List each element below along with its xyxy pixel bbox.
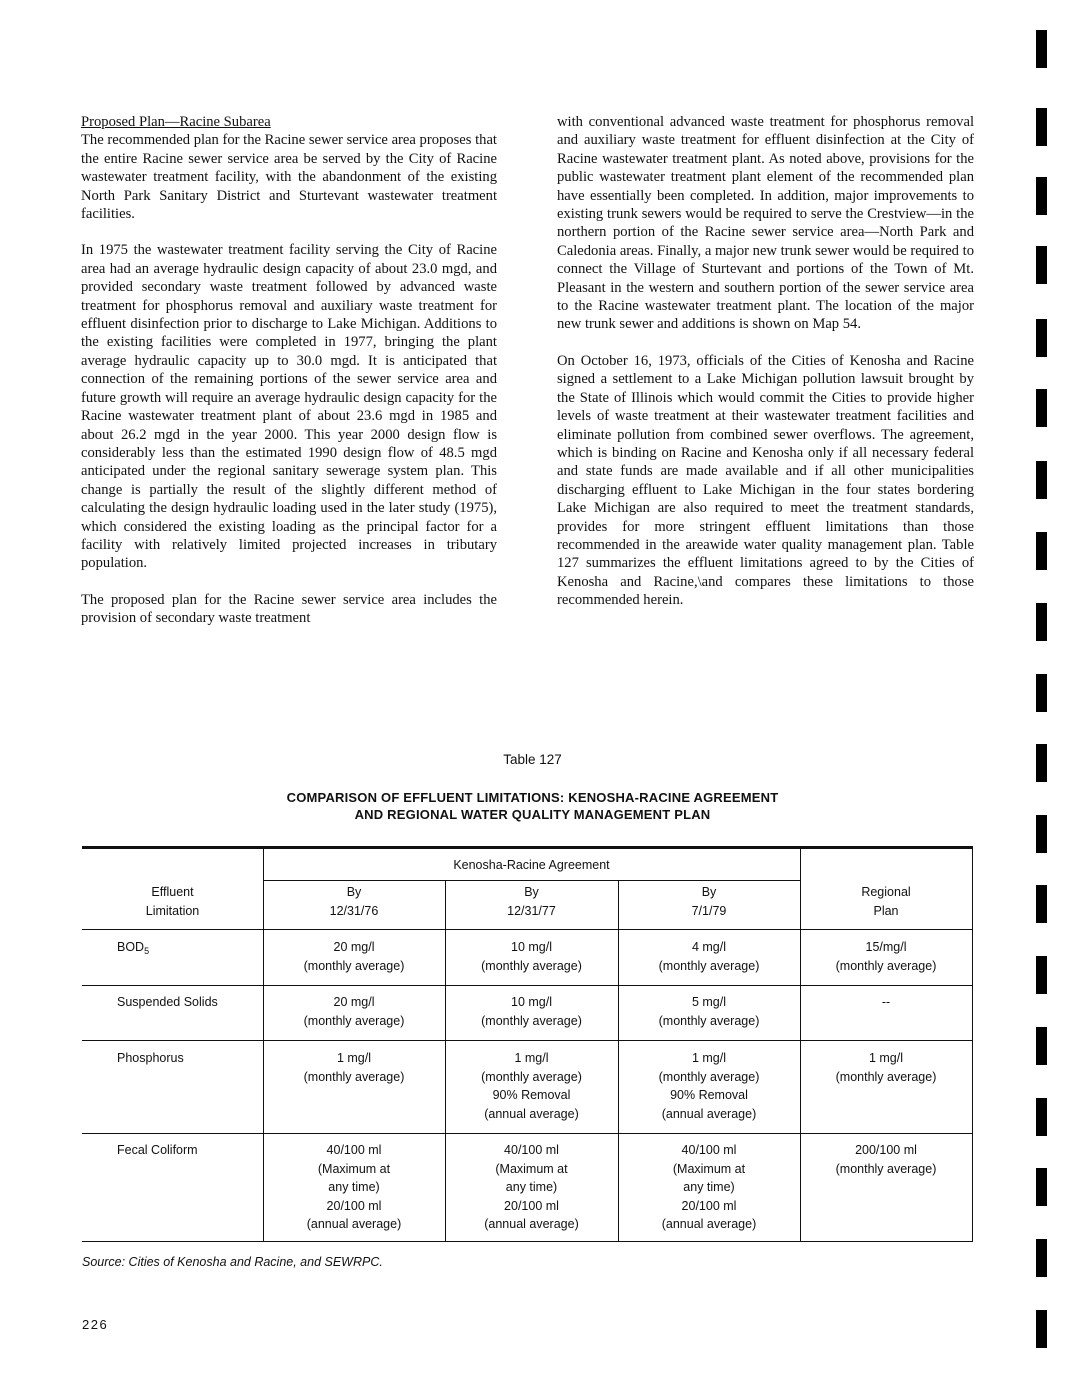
table-row-rule	[82, 1040, 973, 1041]
effluent-limitations-table	[82, 846, 973, 1242]
column-header: By 12/31/77	[507, 885, 556, 918]
body-paragraph: In 1975 the wastewater treatment facility serving the City of Racine area had an average hydraulic design capacity of about 23.0 mgd, and provided secondary waste treatment followed by advanced waste treatment for phosphorus removal and auxiliary waste treatment for effluent disinfection prior to discharge to Lake Michigan. Additions to the existing facilities were completed in 1977, bringing the plant average hydraulic capacity up to 30.0 mgd. It is anticipated that connection of the remaining portions of the sewer service area and future growth will require an average hydraulic design capacity for the Racine wastewater treatment plant of about 23.6 mgd in 1985 and about 26.2 mgd in the year 2000. This year 2000 design flow is considerably less than the estimated 1990 design flow of 48.5 mgd anticipated under the regional sanitary sewerage system plan. This change is partially the result of the slightly different method of calculating the design hydraulic loading used in the later study (1975), which considered the existing loading as the principal factor for a facility with relatively limited projected increases in tributary population.	[81, 242, 497, 572]
body-paragraph: with conventional advanced waste treatment for phosphorus removal and auxiliary waste treatment for effluent disinfection at the City of Racine wastewater treatment plant. As noted above, provisions for the public wastewater treatment plant element of the recommended plan have essentially been completed. In addition, major improvements to existing trunk sewers would be required to serve the Crestview—in the northern portion of the Racine sewer service area—North Park and Caledonia areas. Finally, a major new trunk sewer would be required to connect the Village of Sturtevant and portions of the Town of Mt. Pleasant in the western and southern portion of the sewer service area to the Racine wastewater treatment plant. The location of the major new trunk sewer and additions is shown on Map 54.	[557, 114, 974, 333]
table-cell: 20 mg/l (monthly average)	[303, 940, 405, 973]
registration-mark	[1036, 1310, 1047, 1348]
section-subheading: Proposed Plan—Racine Subarea	[81, 114, 271, 130]
table-cell: 1 mg/l (monthly average)	[303, 1051, 405, 1084]
table-cell: 15/mg/l (monthly average)	[835, 940, 937, 973]
row-label-subscript: 5	[144, 946, 150, 956]
registration-mark	[1036, 108, 1047, 146]
column-header: Effluent Limitation	[145, 885, 200, 918]
registration-mark	[1036, 956, 1047, 994]
table-cell: 40/100 ml (Maximum at any time) 20/100 ml (annual average)	[484, 1143, 579, 1231]
table-cell: --	[881, 995, 891, 1009]
row-label: Fecal Coliform	[117, 1143, 198, 1157]
row-label	[117, 938, 263, 961]
registration-mark	[1036, 1239, 1047, 1277]
table-cell: 20 mg/l (monthly average)	[303, 995, 405, 1028]
body-paragraph: The proposed plan for the Racine sewer service area includes the provision of secondary waste treatment	[81, 591, 497, 627]
row-label-text: BOD	[117, 940, 145, 954]
table-cell: 1 mg/l (monthly average) 90% Removal (annual average)	[481, 1051, 582, 1121]
registration-mark	[1036, 319, 1047, 357]
table-caption	[0, 789, 1065, 823]
table-cell: 40/100 ml (Maximum at any time) 20/100 ml (annual average)	[661, 1143, 757, 1231]
registration-mark	[1036, 532, 1047, 570]
table-cell: 200/100 ml (monthly average)	[835, 1143, 937, 1176]
table-source-note: Source: Cities of Kenosha and Racine, and SEWRPC.	[82, 1255, 383, 1269]
registration-mark	[1036, 674, 1047, 712]
column-header: Regional Plan	[861, 885, 911, 918]
left-text-column	[81, 113, 497, 646]
table-header-rule	[82, 929, 973, 930]
registration-mark	[1036, 1098, 1047, 1136]
registration-mark	[1036, 461, 1047, 499]
table-top-rule	[82, 846, 973, 849]
registration-mark	[1036, 744, 1047, 782]
registration-mark	[1036, 389, 1047, 427]
table-cell: 1 mg/l (monthly average)	[835, 1051, 937, 1084]
registration-mark	[1036, 885, 1047, 923]
registration-mark	[1036, 1027, 1047, 1065]
table-cell: 10 mg/l (monthly average)	[481, 940, 582, 973]
row-label: Phosphorus	[117, 1051, 184, 1065]
registration-mark	[1036, 603, 1047, 641]
registration-mark	[1036, 30, 1047, 68]
table-number: Table 127	[503, 752, 562, 767]
row-label: Suspended Solids	[117, 995, 218, 1009]
column-header: By 12/31/76	[329, 885, 379, 918]
table-row-rule	[82, 1133, 973, 1134]
page-number: 226	[82, 1317, 109, 1332]
table-caption-line: COMPARISON OF EFFLUENT LIMITATIONS: KENOSHA-RACINE AGREEMENT	[286, 790, 779, 805]
table-cell: 4 mg/l (monthly average)	[658, 940, 760, 973]
registration-mark	[1036, 1168, 1047, 1206]
body-paragraph: The recommended plan for the Racine sewer service area proposes that the entire Racine sewer service area be served by the City of Racine wastewater treatment facility, with the abandonment of the existing North Park Sanitary District and Sturtevant wastewater treatment facilities.	[81, 132, 497, 223]
table-group-header: Kenosha-Racine Agreement	[453, 858, 610, 872]
registration-mark	[1036, 177, 1047, 215]
table-group-rule	[263, 880, 800, 881]
table-caption-line: AND REGIONAL WATER QUALITY MANAGEMENT PLAN	[354, 807, 711, 822]
table-bottom-rule	[82, 1241, 973, 1242]
registration-mark	[1036, 815, 1047, 853]
registration-mark	[1036, 246, 1047, 284]
right-text-column	[557, 113, 974, 628]
table-cell: 5 mg/l (monthly average)	[658, 995, 760, 1028]
table-row-rule	[82, 985, 973, 986]
column-header: By 7/1/79	[691, 885, 727, 918]
table-cell: 40/100 ml (Maximum at any time) 20/100 ml (annual average)	[306, 1143, 402, 1231]
table-right-rule	[972, 849, 973, 1242]
table-cell: 10 mg/l (monthly average)	[481, 995, 582, 1028]
body-paragraph: On October 16, 1973, officials of the Cities of Kenosha and Racine signed a settlement to a Lake Michigan pollution lawsuit brought by the State of Illinois which would commit the Cities to provide higher levels of waste treatment at their wastewater treatment facilities and eliminate pollution from combined sewer overflows. The agreement, which is binding on Racine and Kenosha only if all necessary federal and state funds are made available and if all other municipalities discharging effluent to Lake Michigan in the four states bordering Lake Michigan are also required to meet the treatment standards, provides for more stringent effluent limitations than those recommended in the areawide water quality management plan. Table 127 summarizes the effluent limitations agreed to by the Cities of Kenosha and Racine,\and compares these limitations to those recommended herein.	[557, 352, 974, 609]
table-cell: 1 mg/l (monthly average) 90% Removal (annual average)	[658, 1051, 760, 1121]
